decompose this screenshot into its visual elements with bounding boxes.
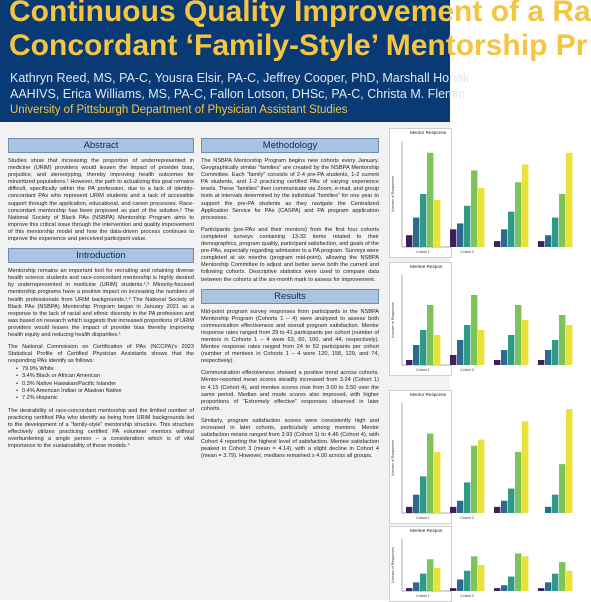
chart-bar bbox=[522, 165, 528, 247]
chart-bar bbox=[538, 588, 544, 591]
mentor-satisfaction-chart bbox=[390, 391, 474, 523]
chart-bar bbox=[545, 350, 551, 365]
chart-category-label: Cohort 2 bbox=[460, 250, 474, 254]
chart-bar bbox=[457, 501, 463, 513]
introduction-paragraph-1: Mentorship remains an important tool for recruiting and retaining diverse health science students and race-concordant mentorship is highly desired by underrepresented in medicine (URiM) students.²,³ Minority-focused mentorship programs have a positive impact on increasing the numbers of health professionals from URiM backgrounds.¹,² The National Society of Black PAs (NSBPA) Mentorship Program began in January 2021 as a response to the lack of racial and ethnic diversity in the PA profession and was based on research which suggests that increased proportions of URiM providers would lessen the impact of provider bias thereby improving health equity and reducing health disparities.¹ bbox=[8, 268, 194, 338]
chart-bar bbox=[494, 588, 500, 591]
chart-bar bbox=[450, 588, 456, 591]
race-list-item: • 79.9% White bbox=[16, 366, 194, 373]
chart-category-label: Cohort 2 bbox=[460, 594, 474, 598]
middle-column bbox=[201, 138, 379, 465]
chart-bar bbox=[501, 229, 507, 247]
chart-bar bbox=[515, 553, 521, 591]
chart-bar bbox=[464, 325, 470, 365]
mentee-satisfaction-chart bbox=[390, 527, 474, 601]
results-paragraph-1: Mid-point program survey responses from participants in the NSBPA Mentorship Program (Cohorts 1 – 4) were analyzed to assess both communication effectiveness and overall program satisfaction. Mentor response rates ranged from 29 to 41 participants per cohort (number of mentors in Cohorts 1 – 4 were 63, 60, 100, and 44, respectively). Mentee response rates ranged from 24 to 52 participants per cohort (number of mentees in Cohorts 1 – 4 were 120, 158, 129, and 74, respectively). bbox=[201, 308, 379, 365]
chart-bar bbox=[508, 335, 514, 365]
chart-bar bbox=[457, 223, 463, 247]
chart-bar bbox=[501, 501, 507, 513]
chart-bar bbox=[508, 212, 514, 247]
chart-bar bbox=[522, 320, 528, 365]
chart-bar bbox=[420, 194, 426, 247]
chart-title: Mentee Respon bbox=[410, 264, 443, 269]
y-axis-label: Number of Responses bbox=[391, 176, 395, 212]
race-list-item: • 7.2% Hispanic bbox=[16, 395, 194, 402]
chart-bar bbox=[559, 562, 565, 591]
chart-bar bbox=[450, 229, 456, 247]
chart-bar bbox=[566, 571, 572, 591]
poster-title-line-1: Continuous Quality Improvement of a Ra bbox=[9, 0, 591, 28]
abstract-text bbox=[8, 158, 194, 243]
chart-bar bbox=[566, 409, 572, 513]
introduction-paragraph-2: The National Commission on Certification of PAs (NCCPA)'s 2023 Statistical Profile of Certified Physician Assistants shows that the responding PAs identify as follows: bbox=[8, 344, 194, 365]
chart-bar bbox=[427, 305, 433, 365]
chart-bar bbox=[413, 345, 419, 365]
chart-bar bbox=[566, 325, 572, 365]
chart-category-label: Cohort 1 bbox=[416, 368, 430, 372]
chart-category-label: Cohort 1 bbox=[416, 250, 430, 254]
chart-panel bbox=[389, 128, 474, 258]
chart-bar bbox=[413, 495, 419, 513]
y-axis-label: Number of Responses bbox=[391, 302, 395, 338]
race-list-item: • 0.3% Native Hawaiian/Pacific Islander bbox=[16, 381, 194, 388]
chart-bar bbox=[413, 582, 419, 591]
poster-title-line-2: Concordant ‘Family-Style’ Mentorship Pr bbox=[9, 29, 588, 62]
chart-bar bbox=[450, 355, 456, 365]
chart-bar bbox=[457, 340, 463, 365]
chart-bar bbox=[559, 464, 565, 513]
abstract-paragraph: Studies show that increasing the proportion of underrepresented in medicine (URiM) providers would lessen the impact of provider bias, prejudice, and stereotyping, thereby improving health outcomes for minoritized populations.¹ However, the path to actualizing this goal remains difficult, specifically within the PA profession, due to a lack of identity-concordant PAs who represent URiM students and a lack of accessible support through the application, educational, and career processes. Race-concordant mentorship has been proposed as part of the solution.² The National Society of Black PAs (NSBPA) Mentorship Program aims to improve this critical issue through the intervention and quality improvement of this mentorship model and how the data-driven process continues to improve the experience and perceived participant value. bbox=[8, 158, 194, 243]
chart-bar bbox=[464, 482, 470, 513]
chart-panel bbox=[389, 526, 474, 602]
introduction-heading: Introduction bbox=[8, 248, 194, 263]
abstract-heading: Abstract bbox=[8, 138, 194, 153]
chart-bar bbox=[457, 579, 463, 591]
chart-title: Mentor Response bbox=[410, 130, 447, 135]
author-list-line-2: AAHIVS, Erica Williams, MS, PA-C, Fallon Lotson, DHSc, PA-C, Christa M. Flemin bbox=[10, 87, 466, 101]
chart-category-label: Cohort 1 bbox=[416, 594, 430, 598]
chart-bar bbox=[471, 556, 477, 591]
chart-bar bbox=[538, 241, 544, 247]
chart-panel bbox=[389, 262, 474, 376]
chart-bar bbox=[427, 434, 433, 513]
methodology-text bbox=[201, 158, 379, 284]
chart-bar bbox=[552, 218, 558, 247]
chart-bar bbox=[552, 495, 558, 513]
results-paragraph-2: Communication effectiveness showed a positive trend across cohorts. Mentor-reported mean scores steadily increased from 3.24 (Cohort 1) to 4.15 (Cohort 4), and mentee scores rose from 3.00 to 3.50 over the same period. Median and mode scores also improved, with higher proportions of “Extremely effective” responses observed in later cohorts. bbox=[201, 370, 379, 412]
chart-bar bbox=[434, 200, 440, 247]
chart-bar bbox=[522, 556, 528, 591]
results-paragraph-3: Similarly, program satisfaction scores were consistently high and increased in later cohorts, particularly among mentors. Mentor satisfaction means ranged from 3.93 (Cohort 1) to 4.46 (Cohort 4), with Cohort 4 reporting the highest level of satisfaction. Mentee satisfaction peaked in Cohort 3 (mean = 4.14), with a slight decline in Cohort 4 (mean = 3.79). However, medians remained ≥ 4.00 across all groups. bbox=[201, 417, 379, 460]
chart-bar bbox=[464, 206, 470, 247]
race-list-item: • 3.4% Black or African American bbox=[16, 373, 194, 380]
chart-panel bbox=[389, 390, 474, 524]
chart-bar bbox=[471, 295, 477, 365]
chart-bar bbox=[420, 476, 426, 513]
methodology-paragraph-1: The NSBPA Mentorship Program begins new cohorts every January. Geographically similar “families” are created by the NSBPA Mentorship Committee. Each “family” consists of 2-4 pre-PA students, 1-2 current PA students, and 1-2 practicing certified PAs of varying experience levels. These “families” then communicate via Zoom, e-mail, and group texts at intervals determined by the individual “families” for one year to support the pre-PA students as they navigate the Centralized Application Service for PAs (CASPA) and PA program application processes. bbox=[201, 158, 379, 221]
chart-bar bbox=[464, 571, 470, 591]
chart-bar bbox=[478, 565, 484, 591]
chart-category-label: Cohort 2 bbox=[460, 516, 474, 520]
mentee-communication-chart bbox=[390, 263, 474, 375]
chart-category-label: Cohort 2 bbox=[460, 368, 474, 372]
chart-bar bbox=[501, 350, 507, 365]
chart-bar bbox=[494, 507, 500, 513]
chart-bar bbox=[508, 577, 514, 591]
chart-bar bbox=[494, 360, 500, 365]
chart-bar bbox=[566, 153, 572, 247]
chart-bar bbox=[406, 360, 412, 365]
chart-category-label: Cohort 1 bbox=[416, 516, 430, 520]
introduction-paragraph-3: The desirability of race-concordant mentorship and the limited number of practicing certified PAs who identify as being from URiM backgrounds led to the development of a “family-style” mentorship structure. This structure effectively utilizes practicing certified PA volunteer mentors without overburdening a single person – a consideration which is of vital importance to the sustainability of these models.⁴ bbox=[8, 407, 194, 450]
chart-bar bbox=[434, 452, 440, 513]
chart-bar bbox=[559, 194, 565, 247]
chart-bar bbox=[427, 153, 433, 247]
chart-bar bbox=[559, 315, 565, 365]
chart-bar bbox=[545, 582, 551, 591]
chart-bar bbox=[478, 330, 484, 365]
chart-bar bbox=[522, 421, 528, 513]
chart-bar bbox=[434, 335, 440, 365]
chart-bar bbox=[478, 188, 484, 247]
chart-bar bbox=[420, 330, 426, 365]
y-axis-label: Number of Responses bbox=[391, 440, 395, 476]
poster-header bbox=[0, 0, 591, 122]
results-heading: Results bbox=[201, 289, 379, 304]
race-list-item: • 0.4% American Indian or Alaskan Native bbox=[16, 388, 194, 395]
chart-bar bbox=[508, 489, 514, 513]
chart-bar bbox=[406, 588, 412, 591]
chart-bar bbox=[552, 340, 558, 365]
chart-title: Mentor Response bbox=[410, 392, 447, 397]
chart-bar bbox=[552, 574, 558, 591]
chart-bar bbox=[406, 235, 412, 247]
chart-bar bbox=[471, 446, 477, 513]
chart-bar bbox=[501, 585, 507, 591]
chart-bar bbox=[515, 182, 521, 247]
chart-title: Mentee Respon bbox=[410, 528, 443, 533]
chart-bar bbox=[478, 440, 484, 513]
chart-bar bbox=[406, 507, 412, 513]
chart-bar bbox=[538, 360, 544, 365]
chart-bar bbox=[427, 559, 433, 591]
chart-bar bbox=[420, 574, 426, 591]
affiliation: University of Pittsburgh Department of Physician Assistant Studies bbox=[10, 104, 348, 116]
chart-bar bbox=[434, 568, 440, 591]
results-text bbox=[201, 309, 379, 461]
introduction-text bbox=[8, 268, 194, 450]
chart-bar bbox=[515, 452, 521, 513]
race-list bbox=[16, 366, 194, 401]
chart-bar bbox=[450, 507, 456, 513]
chart-bar bbox=[471, 170, 477, 247]
chart-bar bbox=[545, 235, 551, 247]
results-charts-column bbox=[389, 128, 474, 600]
chart-bar bbox=[545, 507, 551, 513]
chart-bar bbox=[413, 218, 419, 247]
mentor-communication-chart bbox=[390, 129, 474, 257]
author-list-line-1: Kathryn Reed, MS, PA-C, Yousra Elsir, PA-C, Jeffrey Cooper, PhD, Marshall Honak bbox=[10, 71, 470, 85]
methodology-heading: Methodology bbox=[201, 138, 379, 153]
chart-bar bbox=[515, 305, 521, 365]
y-axis-label: Number of Responses bbox=[391, 547, 395, 583]
chart-bar bbox=[494, 241, 500, 247]
left-column bbox=[8, 138, 194, 455]
methodology-paragraph-2: Participants (pre-PAs and their mentors) from the first four cohorts completed surveys containing 13-32 items related to their demographics, program quality, participant satisfaction, and goals of the pre-PAs, especially regarding admission to a PA program. Surveys were completed at six months (program mid-point), allowing the NSBPA Mentorship Committee to adjust and better serve both the current and following cohorts. Descriptive statistics were used to compare data between the cohorts at the six-month mark to assess for improvement. bbox=[201, 226, 379, 283]
